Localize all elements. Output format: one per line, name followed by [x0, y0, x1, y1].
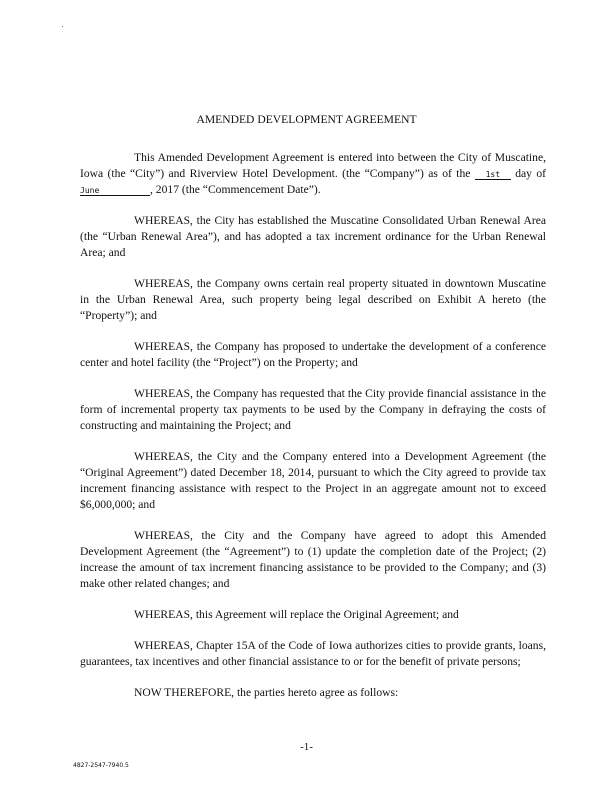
- intro-paragraph: This Amended Development Agreement is entered into between the City of Muscatine, Iowa (the “City”) and Riverview Hotel Development. (the “Company”) as of the 1st day of June , 2017 (the “Commencement Date”).: [80, 151, 546, 196]
- page-number: -1-: [300, 741, 313, 753]
- scan-speck: [62, 26, 63, 27]
- whereas-paragraph: WHEREAS, the Company has proposed to undertake the development of a conference center and hotel facility (the “Project”) on the Property; and: [80, 340, 546, 369]
- whereas-paragraph: WHEREAS, the Company owns certain real property situated in downtown Muscatine in the Urban Renewal Area, such property being legal described on Exhibit A hereto (the “Property”); and: [80, 277, 546, 322]
- whereas-paragraph: WHEREAS, the City and the Company have agreed to adopt this Amended Development Agreement (the “Agreement”) to (1) update the completion date of the Project; (2) increase the amount of tax increment financing assistance to be provided to the Company; and (3) make other related changes; and: [80, 529, 546, 590]
- document-id: 4827-2547-7940.5: [73, 762, 129, 769]
- whereas-paragraph: WHEREAS, this Agreement will replace the Original Agreement; and: [134, 608, 459, 621]
- document-body: [80, 150, 546, 716]
- whereas-paragraph: WHEREAS, Chapter 15A of the Code of Iowa authorizes cities to provide grants, loans, guarantees, tax incentives and other financial assistance to or for the benefit of private persons;: [80, 639, 546, 668]
- whereas-paragraph: WHEREAS, the City has established the Muscatine Consolidated Urban Renewal Area (the “Urban Renewal Area”), and has adopted a tax increment ordinance for the Urban Renewal Area; and: [80, 214, 546, 259]
- whereas-paragraph: WHEREAS, the Company has requested that the City provide financial assistance in the form of incremental property tax payments to be used by the Company in defraying the costs of constructing and maintaining the Project; and: [80, 387, 546, 432]
- whereas-paragraph: WHEREAS, the City and the Company entered into a Development Agreement (the “Original Agreement”) dated December 18, 2014, pursuant to which the City agreed to provide tax increment financing assistance with respect to the Project in an aggregate amount not to exceed $6,000,000; and: [80, 450, 546, 511]
- now-therefore-paragraph: NOW THEREFORE, the parties hereto agree as follows:: [134, 686, 399, 699]
- month-field: June: [80, 186, 150, 196]
- document-title: AMENDED DEVELOPMENT AGREEMENT: [196, 113, 417, 126]
- day-field: 1st: [475, 170, 511, 180]
